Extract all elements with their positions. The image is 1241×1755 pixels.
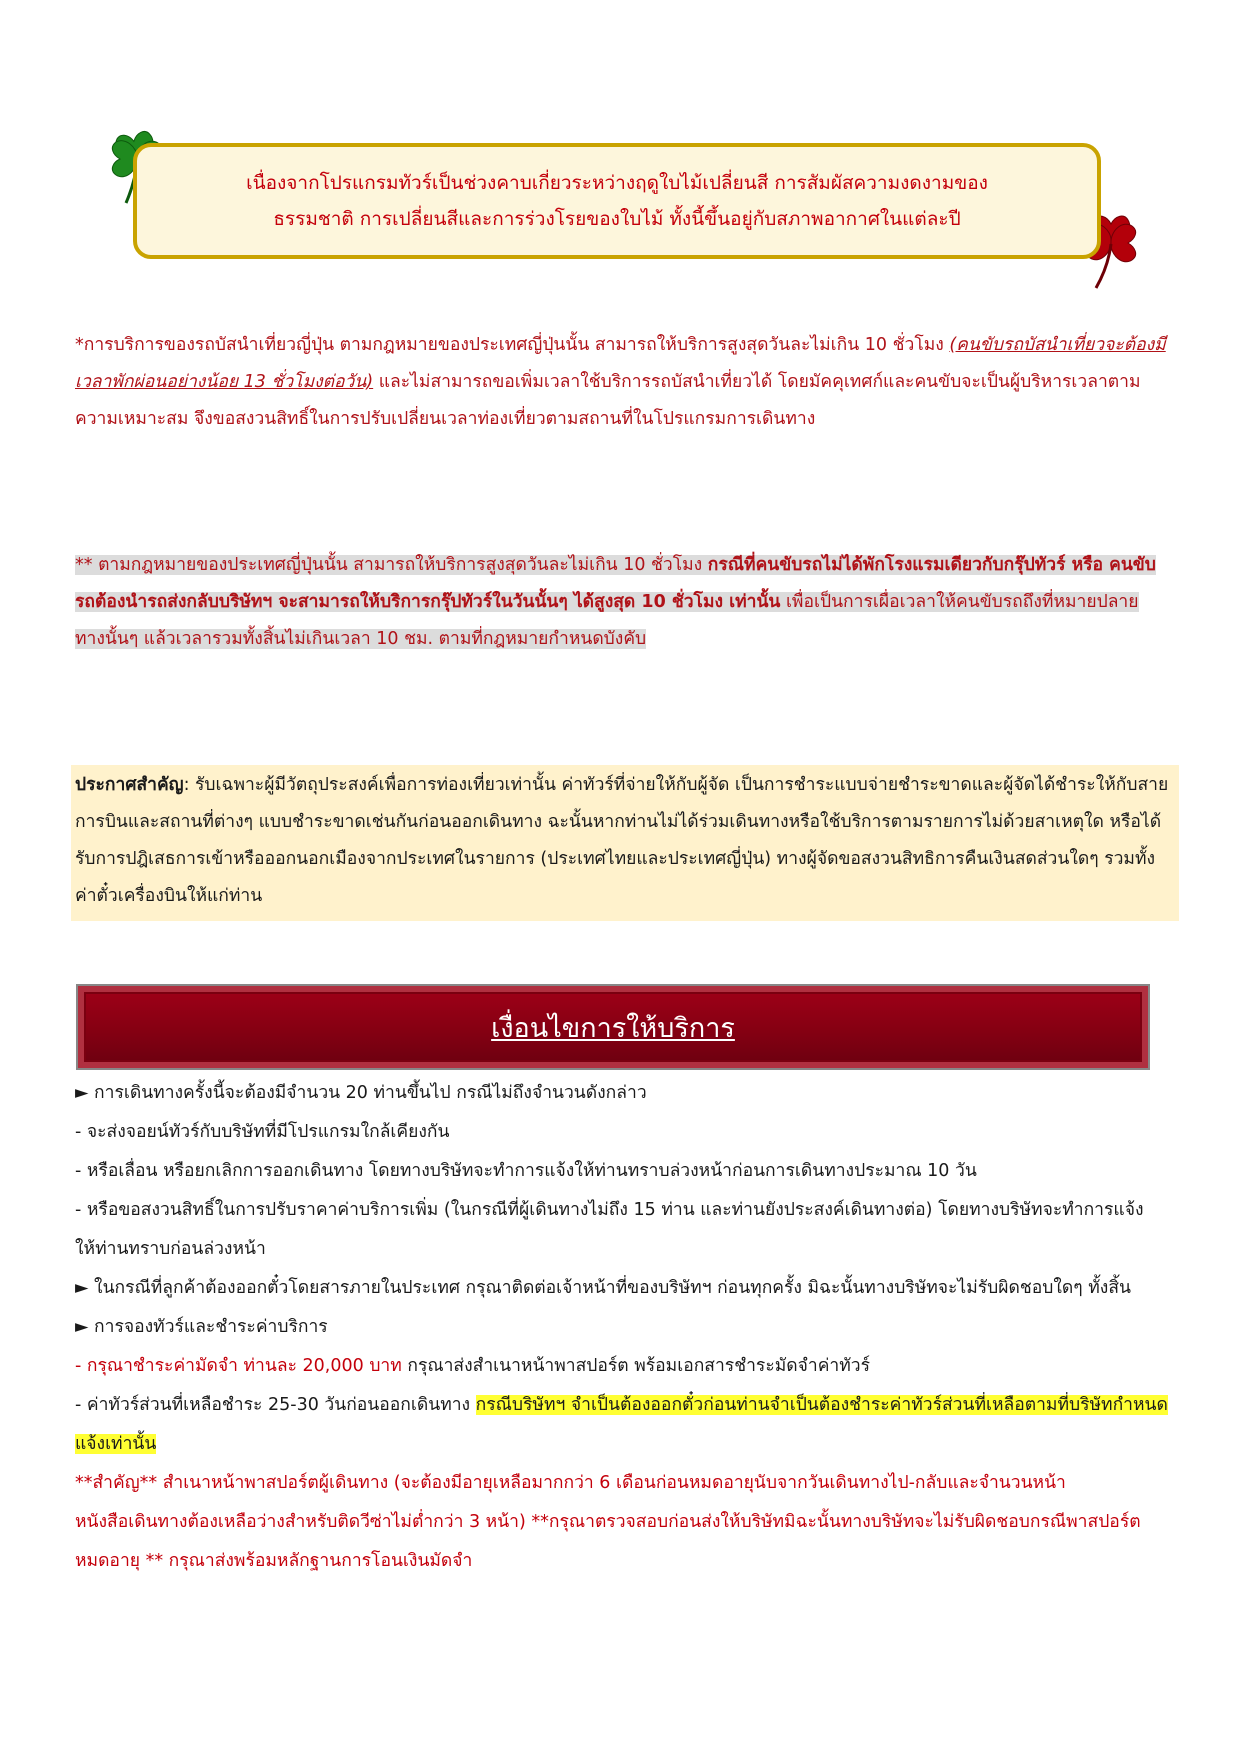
- balance-due: - ค่าทัวร์ส่วนที่เหลือชำระ 25-30 วันก่อนออกเดินทาง: [75, 1395, 476, 1415]
- important-announcement: [71, 765, 1179, 921]
- deposit-amount: - กรุณาชำระค่ามัดจำ ท่านละ 20,000 บาท: [75, 1356, 402, 1376]
- bus-note-rest-hours: (คนขับรถบัสนำเที่ยวจะต้องมีเวลาพักผ่อนอย่างน้อย 13 ชั่วโมงต่อวัน): [75, 335, 1166, 392]
- condition-domestic-ticket: ► ในกรณีที่ลูกค้าต้องออกตั๋วโดยสารภายในประเทศ กรุณาติดต่อเจ้าหน้าที่ของบริษัทฯ ก่อนทุกครั้ง มิฉะนั้นทางบริษัทจะไม่รับผิดชอบใดๆ ทั้งสิ้น: [75, 1278, 1131, 1298]
- condition-join-tour: - จะส่งจอยน์ทัวร์กับบริษัทที่มีโปรแกรมใกล้เคียงกัน: [75, 1122, 450, 1142]
- conditions-title: เงื่อนไขการให้บริการ: [491, 1012, 735, 1044]
- announcement-label: ประกาศสำคัญ: [75, 775, 184, 795]
- balance-highlight: กรณีบริษัทฯ จำเป็นต้องออกตั๋วก่อนท่านจำเป็นต้องชำระค่าทัวร์ส่วนที่เหลือตามที่บริษัทกำหนดแจ้งเท่านั้น: [75, 1395, 1168, 1454]
- notice-line-1: เนื่องจากโปรแกรมทัวร์เป็นช่วงคาบเกี่ยวระหว่างฤดูใบไม้เปลี่ยนสี การสัมผัสความงดงามของ: [246, 172, 988, 194]
- deposit-docs: กรุณาส่งสำเนาหน้าพาสปอร์ต พร้อมเอกสารชำระมัดจำค่าทัวร์: [401, 1356, 870, 1376]
- condition-price-adjust: - หรือขอสงวนสิทธิ์ในการปรับราคาค่าบริการเพิ่ม (ในกรณีที่ผู้เดินทางไม่ถึง 15 ท่าน และท่านยังประสงค์เดินทางต่อ) โดยทางบริษัทจะทำการแจ้งให้ท่านทราบก่อนล่วงหน้า: [75, 1200, 1144, 1259]
- bus-note-part1: *การบริการของรถบัสนำเที่ยวญี่ปุ่น ตามกฎหมายของประเทศญี่ปุ่นนั้น สามารถให้บริการสูงสุดวันละไม่เกิน 10 ชั่วโมง: [75, 335, 950, 355]
- conditions-list: [75, 1074, 1169, 1581]
- announcement-text: : รับเฉพาะผู้มีวัตถุประสงค์เพื่อการท่องเที่ยวเท่านั้น ค่าทัวร์ที่จ่ายให้กับผู้จัด เป็นการชำระแบบจ่ายชำระขาดและผู้จัดได้ชำระให้กับสายการบินและสถานที่ต่างๆ แบบชำระขาดเช่นกันก่อนออกเดินทาง ฉะนั้นหากท่านไม่ได้ร่วมเดินทางหรือใช้บริการตามรายการไม่ด้วยสาเหตุใด หรือได้รับการปฎิเสธการเข้าหรือออกนอกเมืองจากประเทศในรายการ (ประเทศไทยและประเทศญี่ปุ่น) ทางผู้จัดขอสงวนสิทธิการคืนเงินสดส่วนใดๆ รวมทั้งค่าตั๋วเครื่องบินให้แก่ท่าน: [75, 775, 1169, 906]
- japan-law-note: [75, 547, 1167, 658]
- law-note-part2: เพื่อเป็นการเผื่อเวลาให้คนขับรถถึงที่หมายปลายทางนั้นๆ แล้วเวลารวมทั้งสิ้นไม่เกินเวลา 10 ชม. ตามที่กฎหมายกำหนดบังคับ: [75, 592, 1139, 649]
- condition-booking-heading: ► การจองทัวร์และชำระค่าบริการ: [75, 1317, 328, 1337]
- condition-balance: [75, 1386, 1169, 1464]
- notice-line-2: ธรรมชาติ การเปลี่ยนสีและการร่วงโรยของใบไม้ ทั้งนี้ขึ้นอยู่กับสภาพอากาศในแต่ละปี: [273, 208, 961, 230]
- autumn-notice-box: [133, 143, 1101, 259]
- law-note-part1: ** ตามกฎหมายของประเทศญี่ปุ่นนั้น สามารถให้บริการสูงสุดวันละไม่เกิน 10 ชั่วโมง: [75, 555, 708, 575]
- condition-min-travelers: ► การเดินทางครั้งนี้จะต้องมีจำนวน 20 ท่านขึ้นไป กรณีไม่ถึงจำนวนดังกล่าว: [75, 1083, 647, 1103]
- condition-deposit: [75, 1347, 1169, 1386]
- condition-postpone: - หรือเลื่อน หรือยกเลิกการออกเดินทาง โดยทางบริษัทจะทำการแจ้งให้ท่านทราบล่วงหน้าก่อนการเดินทางประมาณ 10 วัน: [75, 1161, 977, 1181]
- condition-passport: **สำคัญ** สำเนาหน้าพาสปอร์ตผู้เดินทาง (จะต้องมีอายุเหลือมากกว่า 6 เดือนก่อนหมดอายุนับจากวันเดินทางไป-กลับและจำนวนหน้าหนังสือเดินทางต้องเหลือว่างสำหรับติดวีซ่าไม่ต่ำกว่า 3 หน้า) **กรุณาตรวจสอบก่อนส่งให้บริษัทมิฉะนั้นทางบริษัทจะไม่รับผิดชอบกรณีพาสปอร์ตหมดอายุ ** กรุณาส่งพร้อมหลักฐานการโอนเงินมัดจำ: [75, 1473, 1141, 1571]
- bus-service-note: [75, 327, 1167, 438]
- law-note-bold: กรณีที่คนขับรถไม่ได้พักโรงแรมเดียวกับกรุ๊ปทัวร์ หรือ คนขับรถต้องนำรถส่งกลับบริษัทฯ จะสามารถให้บริการกรุ๊ปทัวร์ในวันนั้นๆ ได้สูงสุด 10 ชั่วโมง เท่านั้น: [75, 555, 1156, 612]
- conditions-banner: [76, 984, 1150, 1070]
- bus-note-part2: และไม่สามารถขอเพิ่มเวลาใช้บริการรถบัสนำเที่ยวได้ โดยมัคคุเทศก์และคนขับจะเป็นผู้บริหารเวลาตามความเหมาะสม จึงขอสงวนสิทธิ์ในการปรับเปลี่ยนเวลาท่องเที่ยวตามสถานที่ในโปรแกรมการเดินทาง: [75, 372, 1141, 429]
